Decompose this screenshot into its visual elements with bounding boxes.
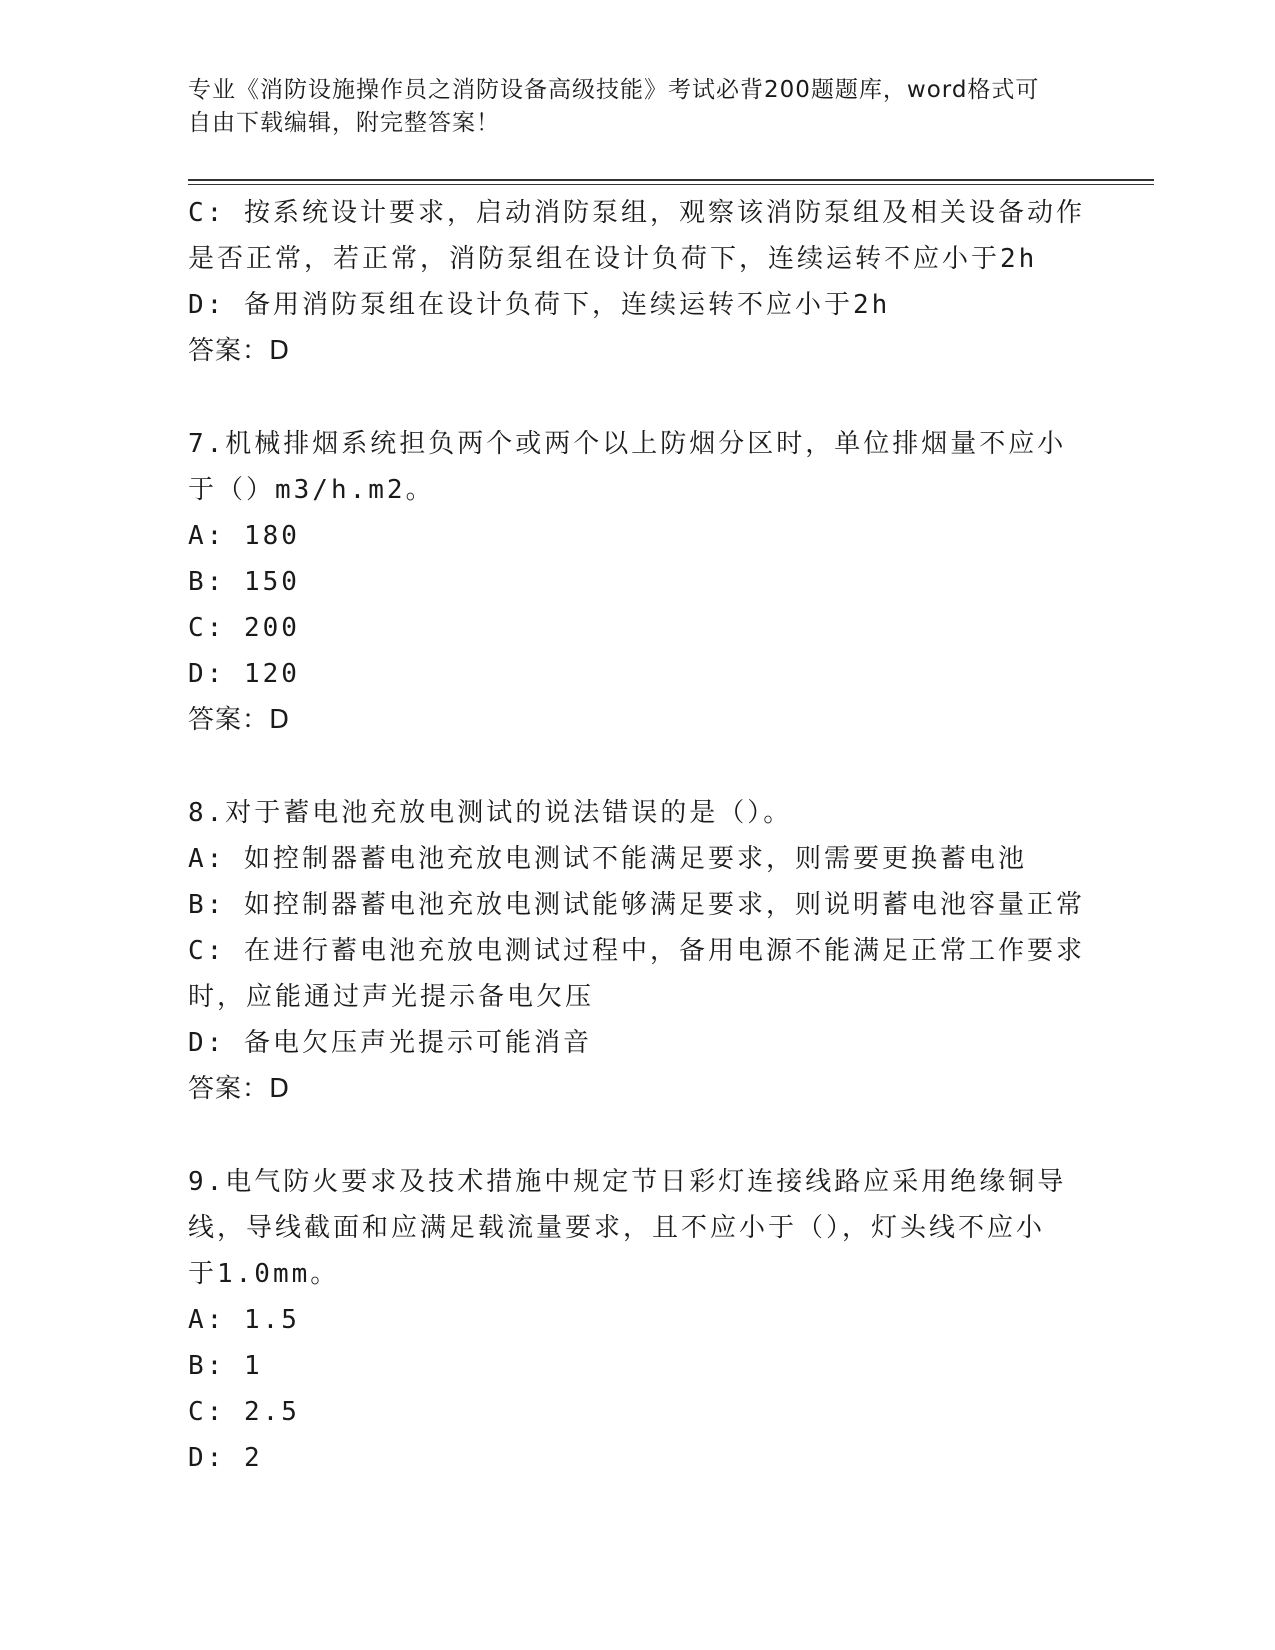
q9-option-a: A: 1.5 bbox=[188, 1305, 300, 1335]
q8-option-c-line-1: C: 在进行蓄电池充放电测试过程中，备用电源不能满足正常工作要求 bbox=[188, 936, 1085, 966]
spacer bbox=[188, 374, 1088, 421]
q6-answer: 答案：D bbox=[188, 336, 291, 366]
header-divider-thick bbox=[188, 179, 1154, 181]
q7-answer: 答案：D bbox=[188, 705, 291, 735]
q9-stem-line-1: 9.电气防火要求及技术措施中规定节日彩灯连接线路应采用绝缘铜导 bbox=[188, 1167, 1067, 1197]
q6-option-d: D: 备用消防泵组在设计负荷下，连续运转不应小于2h bbox=[188, 290, 891, 320]
q8-option-a: A: 如控制器蓄电池充放电测试不能满足要求，则需要更换蓄电池 bbox=[188, 844, 1027, 874]
q7-option-d: D: 120 bbox=[188, 659, 300, 689]
q6-option-c-line-1: C: 按系统设计要求，启动消防泵组，观察该消防泵组及相关设备动作 bbox=[188, 198, 1085, 228]
q7-option-c: C: 200 bbox=[188, 613, 300, 643]
header-divider-thin bbox=[188, 184, 1154, 185]
question-8 bbox=[188, 790, 1088, 1112]
q9-option-d: D: 2 bbox=[188, 1443, 263, 1473]
spacer bbox=[188, 743, 1088, 790]
q7-option-a: A: 180 bbox=[188, 521, 300, 551]
q9-option-b: B: 1 bbox=[188, 1351, 263, 1381]
q8-answer: 答案：D bbox=[188, 1074, 291, 1104]
q6-option-c-line-2: 是否正常，若正常，消防泵组在设计负荷下，连续运转不应小于2h bbox=[188, 244, 1038, 274]
q9-option-c: C: 2.5 bbox=[188, 1397, 300, 1427]
q7-option-b: B: 150 bbox=[188, 567, 300, 597]
q8-option-b: B: 如控制器蓄电池充放电测试能够满足要求，则说明蓄电池容量正常 bbox=[188, 890, 1085, 920]
header-line-2: 自由下载编辑，附完整答案！ bbox=[188, 110, 500, 136]
document-body bbox=[188, 190, 1088, 1481]
spacer bbox=[188, 1112, 1088, 1159]
q8-option-d: D: 备电欠压声光提示可能消音 bbox=[188, 1028, 592, 1058]
q8-option-c-line-2: 时，应能通过声光提示备电欠压 bbox=[188, 982, 595, 1012]
q8-stem: 8.对于蓄电池充放电测试的说法错误的是（）。 bbox=[188, 798, 793, 828]
q7-stem-line-2: 于（）m3/h.m2。 bbox=[188, 475, 435, 505]
header-line-1: 专业《消防设施操作员之消防设备高级技能》考试必背200题题库，word格式可 bbox=[188, 77, 1040, 103]
question-7 bbox=[188, 421, 1088, 743]
question-9 bbox=[188, 1159, 1088, 1481]
question-6 bbox=[188, 190, 1088, 374]
q9-stem-line-3: 于1.0mm。 bbox=[188, 1259, 340, 1289]
q7-stem-line-1: 7.机械排烟系统担负两个或两个以上防烟分区时，单位排烟量不应小 bbox=[188, 429, 1067, 459]
q9-stem-line-2: 线，导线截面和应满足载流量要求，且不应小于（），灯头线不应小 bbox=[188, 1213, 1046, 1243]
document-header bbox=[188, 74, 1088, 140]
